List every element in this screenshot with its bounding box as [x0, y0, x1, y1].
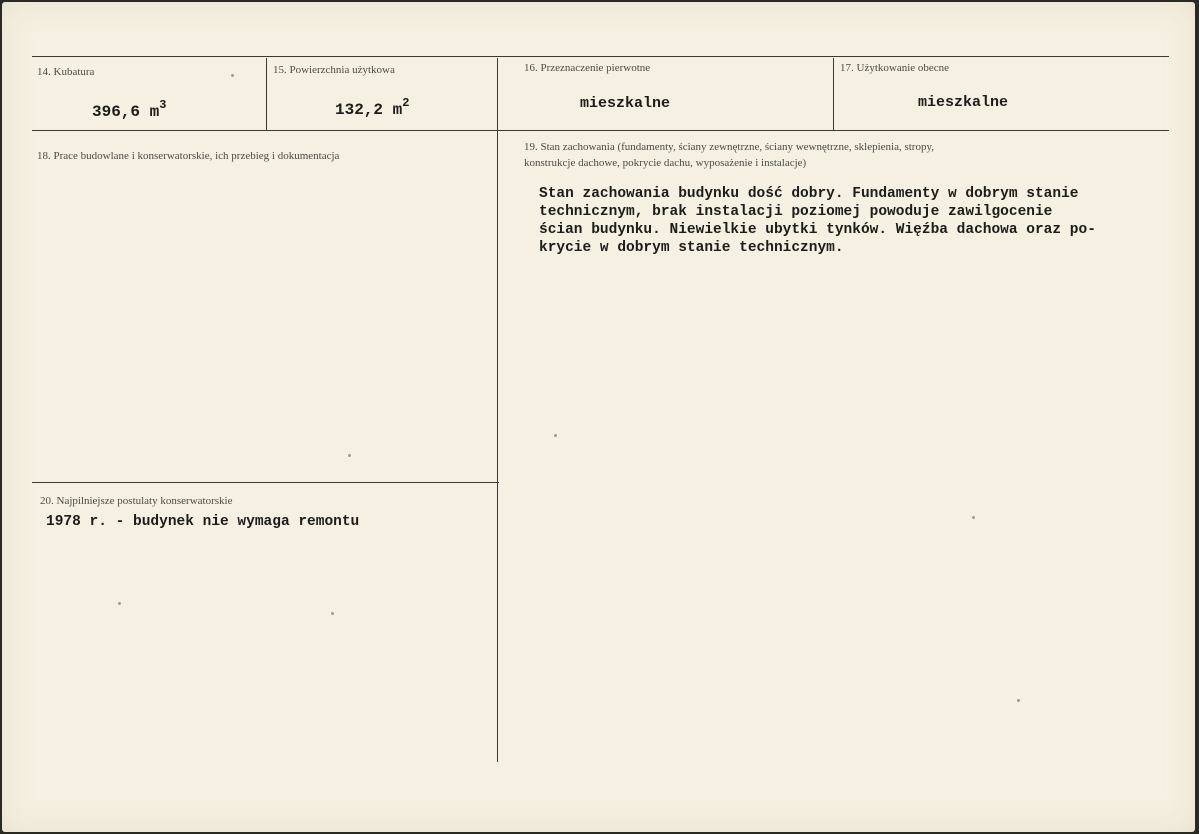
row-rule	[32, 130, 1169, 131]
field-16-label: 16. Przeznaczenie pierwotne	[524, 62, 651, 74]
section-20-rule	[32, 482, 499, 483]
field-14-value	[92, 98, 166, 121]
paper-speck	[972, 516, 975, 519]
top-rule	[32, 56, 1169, 57]
field-19-text-line-1: Stan zachowania budynku dość dobry. Fundamenty w dobrym stanie	[539, 186, 1079, 202]
field-15-number: 132,2 m	[335, 101, 403, 119]
field-17-value: mieszkalne	[918, 94, 1009, 111]
field-20-value: 1978 r. - budynek nie wymaga remontu	[46, 514, 360, 530]
field-18-label: 18. Prace budowlane i konserwatorskie, ich przebieg i dokumentacja	[37, 150, 340, 162]
paper-speck	[1017, 699, 1020, 702]
field-19-label-line-2: konstrukcje dachowe, pokrycie dachu, wyposażenie i instalacje)	[524, 157, 807, 169]
field-15-value	[335, 96, 409, 119]
field-19-label-line-1: 19. Stan zachowania (fundamenty, ściany zewnętrzne, ściany wewnętrzne, sklepienia, stropy,	[524, 141, 935, 153]
divider-14-15	[266, 58, 267, 130]
paper-speck	[231, 74, 234, 77]
field-15-label: 15. Powierzchnia użytkowa	[273, 64, 395, 76]
paper-speck	[118, 602, 121, 605]
paper-speck	[348, 454, 351, 457]
field-14-number: 396,6 m	[92, 103, 160, 121]
field-19-text-line-3: ścian budynku. Niewielkie ubytki tynków. Więźba dachowa oraz po-	[539, 222, 1096, 238]
field-17-label: 17. Użytkowanie obecne	[840, 62, 950, 74]
field-15-exponent: 2	[402, 96, 410, 110]
field-14-label: 14. Kubatura	[37, 66, 95, 78]
field-14-exponent: 3	[159, 98, 167, 112]
paper-speck	[331, 612, 334, 615]
divider-main	[497, 58, 498, 762]
field-20-label: 20. Najpilniejsze postulaty konserwatorskie	[40, 495, 233, 507]
record-card	[2, 2, 1195, 832]
field-19-text-line-2: technicznym, brak instalacji poziomej powoduje zawilgocenie	[539, 204, 1053, 220]
field-16-value: mieszkalne	[580, 95, 671, 112]
field-19-text-line-4: krycie w dobrym stanie technicznym.	[539, 240, 844, 256]
divider-16-17	[833, 58, 834, 130]
paper-speck	[554, 434, 557, 437]
